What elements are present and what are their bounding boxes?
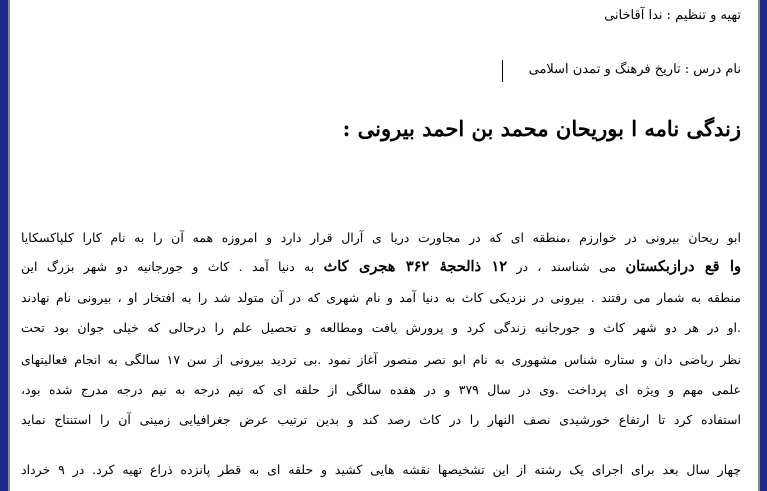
author-line: تهیه و تنظیم : ندا آقاخانی: [604, 8, 741, 23]
body-text-segment: می شناسند ، در: [516, 259, 617, 274]
document-page[interactable]: [12, 0, 755, 491]
body-line-2: [21, 258, 741, 275]
body-line-6: علمی مهم و ویژه ای پرداخت .وی در سال ۳۷۹ و در هفده سالگی از حلقه ای که نیم درجه به نیم درجه مدرج شده بود،: [21, 382, 741, 397]
body-line-5: نظر ریاضی دان و ستاره شناس مشهوری به نام ابو نصر منصور آغاز نمود .بی تردید بیرونی از سن ۱۷ سالگی به انجام فعالیتهای: [21, 352, 741, 367]
page-frame-left-border: [0, 0, 8, 491]
body-line-7: استفاده کرد تا ارتفاع خورشیدی نصف النهار را در کاث رصد کند و بدین ترتیب عرض جغرافیایی زمینی آن را استنتاج نماید: [21, 412, 741, 427]
body-text-segment: به دنیا آمد . کاث و جورجانیه دو شهر بزرگ این: [21, 259, 315, 274]
body-line-8: چهار سال بعد برای اجرای یک رشته از این تشخیصها نقشه هایی کشید و حلقه ای به قطر پانزده ذراع تهیه کرد. در ۹ خرداد: [21, 462, 741, 477]
document-title: زندگی نامه ا بوریحان محمد بن احمد بیرونی :: [342, 116, 741, 141]
text-cursor: [502, 60, 503, 82]
body-bold-location: وا قع درازبکستان: [625, 258, 741, 275]
body-line-1: ابو ریحان بیرونی در خوارزم ،منطقه ای که در مجاورت دریا ی آرال قرار دارد و امروزه همه آن را به نام کارا کلپاکسکایا: [21, 230, 741, 245]
page-frame-right-border: [760, 0, 767, 491]
page-frame-right-shadow: [758, 0, 760, 491]
course-line: نام درس : تاریخ فرهنگ و تمدن اسلامی: [528, 62, 741, 77]
page-frame-left-shadow: [8, 0, 10, 491]
body-line-3: منطقه به شمار می رفتند . بیرونی در نزدیکی کاث به دنیا آمد و نام شهری که در آن متولد شد را به افتخار او ، بیرونی نام نهادند: [21, 290, 741, 305]
body-bold-date: ۱۲ ذالحجهٔ ۳۶۲ هجری کاث: [323, 258, 508, 275]
body-line-4: .او در هر دو شهر کاث و جورجانیه زندگی کرد و پرورش یافت ومطالعه و تحصیل علم را درحالی که خیلی جوان بود تحت: [21, 320, 741, 335]
